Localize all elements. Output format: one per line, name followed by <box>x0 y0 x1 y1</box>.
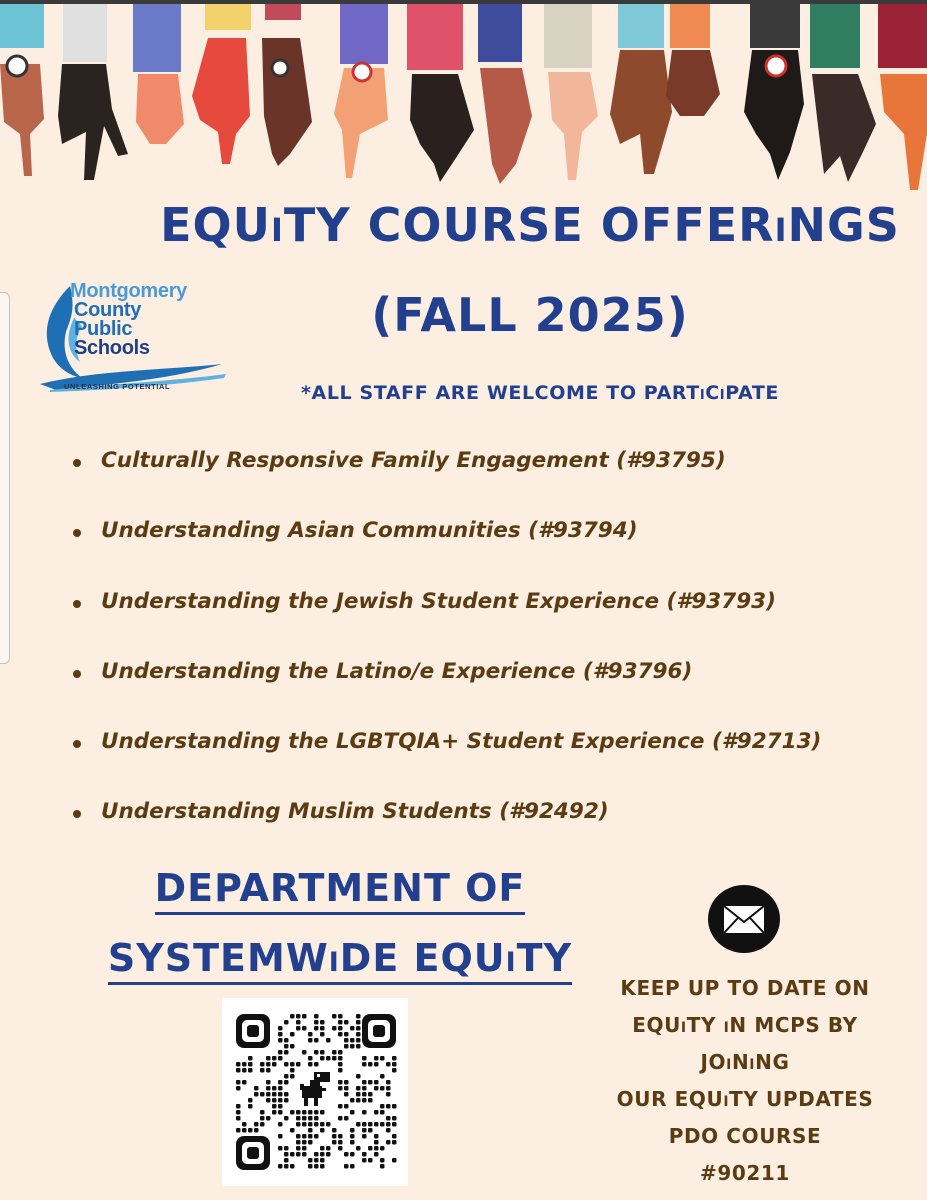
list-item <box>70 518 890 588</box>
updates-line: JOiNiNG <box>700 1050 790 1074</box>
logo-line-2: County <box>74 299 142 321</box>
course-title: Understanding Asian Communities (#93794) <box>101 518 638 544</box>
list-item <box>70 799 890 869</box>
welcome-note: *ALL STAFF ARE WELCOME TO PARTiCiPATE <box>300 382 779 404</box>
logo-line-3: Public <box>74 318 133 340</box>
qr-code-icon[interactable] <box>222 998 408 1186</box>
course-title: Understanding Muslim Students (#92492) <box>101 799 609 825</box>
bullet-icon <box>73 810 81 818</box>
logo-tagline: UNLEASHING POTENTIAL <box>64 382 171 391</box>
department-heading-line1 <box>60 866 620 910</box>
page-title: EQUiTY COURSE OFFERiNGS <box>160 198 900 252</box>
list-item <box>70 659 890 729</box>
department-name-part1: DEPARTMENT OF <box>155 866 526 915</box>
updates-line: #90211 <box>700 1161 790 1185</box>
hands-banner-illustration <box>0 4 927 194</box>
bullet-icon <box>73 670 81 678</box>
envelope-icon <box>707 884 781 954</box>
qr-code-graphic <box>222 998 408 1186</box>
department-heading-line2 <box>60 936 620 980</box>
logo-line-4: Schools <box>74 337 150 359</box>
logo-line-1: Montgomery <box>70 280 188 302</box>
course-title: Culturally Responsive Family Engagement (#93795) <box>101 448 726 473</box>
course-title: Understanding the LGBTQIA+ Student Experience (#92713) <box>101 729 822 755</box>
department-name-part2: SYSTEMWiDE EQUiTY <box>108 936 572 985</box>
course-title: Understanding the Latino/e Experience (#93796) <box>101 658 693 684</box>
page-title-term: (FALL 2025) <box>371 288 689 342</box>
updates-line: OUR EQUiTY UPDATES <box>616 1087 874 1111</box>
side-scroll-tab[interactable] <box>0 292 10 664</box>
list-item <box>70 448 890 518</box>
course-list <box>70 448 890 870</box>
updates-line: EQUiTY iN MCPS BY <box>632 1013 858 1037</box>
bullet-icon <box>73 740 81 748</box>
bullet-icon <box>73 459 81 467</box>
course-title: Understanding the Jewish Student Experience (#93793) <box>101 588 776 614</box>
bullet-icon <box>73 600 81 608</box>
updates-line: PDO COURSE <box>668 1124 822 1148</box>
list-item <box>70 729 890 799</box>
updates-callout <box>600 970 890 1192</box>
updates-line: KEEP UP TO DATE ON <box>620 976 870 1000</box>
list-item <box>70 589 890 659</box>
bullet-icon <box>73 529 81 537</box>
